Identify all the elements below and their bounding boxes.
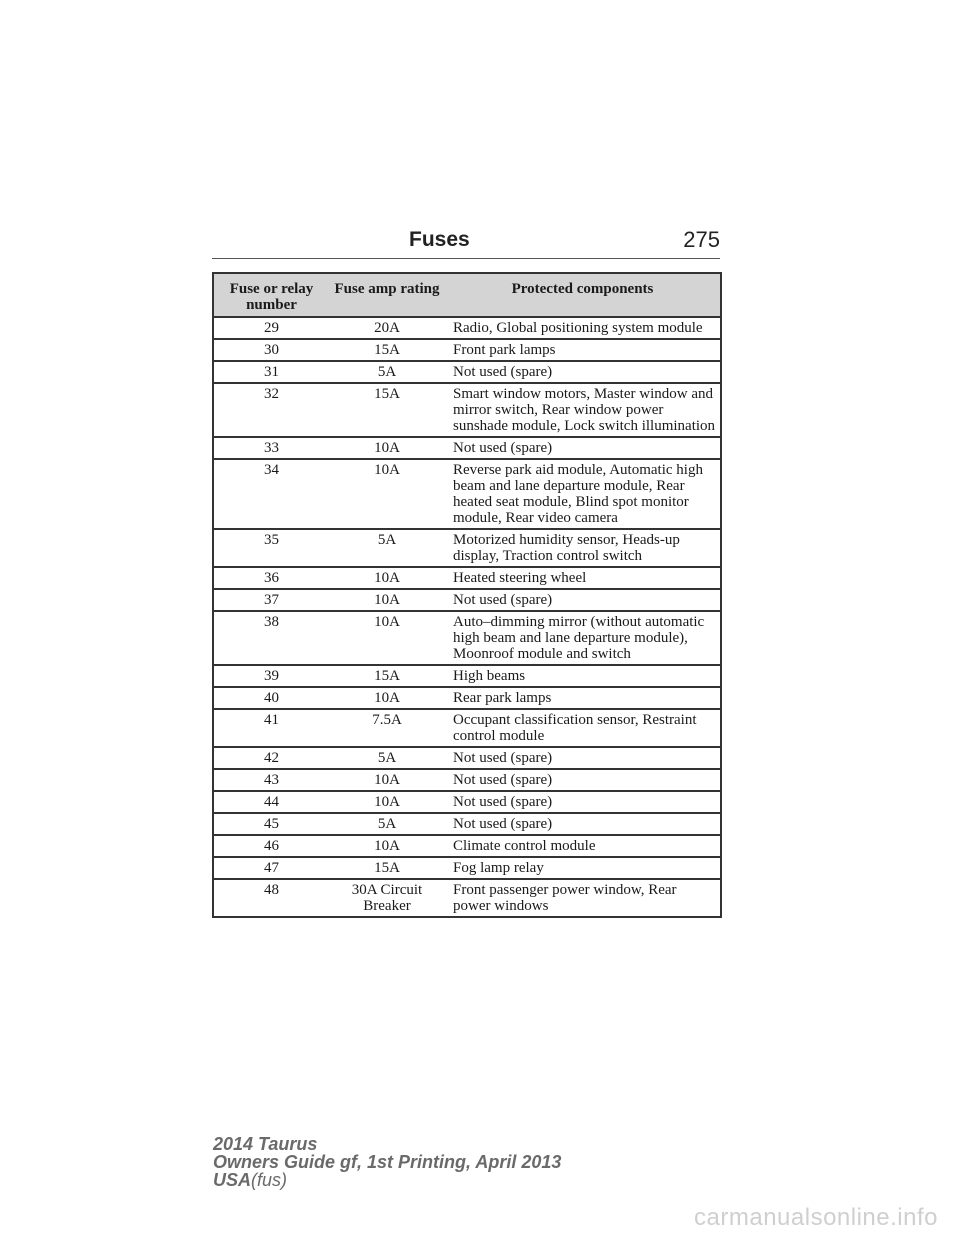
fuse-number-cell: 29 <box>213 317 329 339</box>
table-row <box>213 813 721 835</box>
fuse-table-body <box>213 317 721 917</box>
protected-components-cell: High beams <box>445 665 721 687</box>
protected-components-cell: Not used (spare) <box>445 361 721 383</box>
table-row <box>213 317 721 339</box>
amp-rating-cell: 5A <box>329 813 445 835</box>
amp-rating-cell: 15A <box>329 383 445 437</box>
amp-rating-cell: 20A <box>329 317 445 339</box>
footer-region-code: USA <box>213 1170 252 1190</box>
protected-components-cell: Climate control module <box>445 835 721 857</box>
protected-components-cell: Occupant classification sensor, Restraint control module <box>445 709 721 747</box>
amp-rating-cell: 10A <box>329 769 445 791</box>
fuse-number-cell: 30 <box>213 339 329 361</box>
page-number: 275 <box>683 227 720 252</box>
fuse-number-cell: 39 <box>213 665 329 687</box>
footer-model: 2014 Taurus <box>213 1134 318 1154</box>
protected-components-cell: Not used (spare) <box>445 437 721 459</box>
fuse-number-cell: 32 <box>213 383 329 437</box>
fuse-number-cell: 34 <box>213 459 329 529</box>
protected-components-cell: Rear park lamps <box>445 687 721 709</box>
footer-guide-info: Owners Guide gf, 1st Printing, April 2013 <box>213 1152 562 1172</box>
table-row <box>213 835 721 857</box>
table-row <box>213 361 721 383</box>
fuse-number-cell: 47 <box>213 857 329 879</box>
fuse-number-cell: 45 <box>213 813 329 835</box>
protected-components-cell: Motorized humidity sensor, Heads-up display, Traction control switch <box>445 529 721 567</box>
table-row <box>213 709 721 747</box>
protected-components-cell: Not used (spare) <box>445 747 721 769</box>
protected-components-cell: Not used (spare) <box>445 769 721 791</box>
document-footer <box>213 1135 561 1189</box>
fuse-number-cell: 31 <box>213 361 329 383</box>
amp-rating-cell: 10A <box>329 437 445 459</box>
footer-region-suffix: (fus) <box>251 1170 288 1190</box>
amp-rating-cell: 10A <box>329 459 445 529</box>
amp-rating-cell: 15A <box>329 665 445 687</box>
fuse-number-cell: 46 <box>213 835 329 857</box>
section-title: Fuses <box>409 228 470 251</box>
fuse-number-cell: 40 <box>213 687 329 709</box>
amp-rating-cell: 10A <box>329 589 445 611</box>
fuse-number-cell: 36 <box>213 567 329 589</box>
table-row <box>213 459 721 529</box>
protected-components-cell: Front park lamps <box>445 339 721 361</box>
amp-rating-cell: 15A <box>329 857 445 879</box>
fuse-number-cell: 37 <box>213 589 329 611</box>
table-row <box>213 791 721 813</box>
protected-components-cell: Auto–dimming mirror (without automatic high beam and lane departure module), Moonroof module and switch <box>445 611 721 665</box>
table-row <box>213 339 721 361</box>
page-header <box>212 224 720 259</box>
amp-rating-cell: 10A <box>329 791 445 813</box>
amp-rating-cell: 10A <box>329 567 445 589</box>
table-header-row <box>213 273 721 317</box>
protected-components-cell: Reverse park aid module, Automatic high beam and lane departure module, Rear heated seat module, Blind spot monitor module, Rear video camera <box>445 459 721 529</box>
amp-rating-cell: 10A <box>329 835 445 857</box>
protected-components-cell: Fog lamp relay <box>445 857 721 879</box>
table-row <box>213 611 721 665</box>
table-row <box>213 437 721 459</box>
fuse-number-cell: 43 <box>213 769 329 791</box>
amp-rating-cell: 5A <box>329 529 445 567</box>
table-row <box>213 687 721 709</box>
protected-components-cell: Not used (spare) <box>445 589 721 611</box>
table-row <box>213 769 721 791</box>
footer-region <box>213 1171 561 1189</box>
amp-rating-cell: 5A <box>329 747 445 769</box>
fuse-number-cell: 33 <box>213 437 329 459</box>
table-row <box>213 383 721 437</box>
amp-rating-cell: 5A <box>329 361 445 383</box>
fuse-number-cell: 38 <box>213 611 329 665</box>
fuse-number-cell: 44 <box>213 791 329 813</box>
table-row <box>213 589 721 611</box>
watermark: carmanualsonline.info <box>694 1204 938 1231</box>
fuse-number-cell: 48 <box>213 879 329 917</box>
protected-components-cell: Radio, Global positioning system module <box>445 317 721 339</box>
table-row <box>213 665 721 687</box>
column-header-fuse: Fuse or relay number <box>213 273 329 317</box>
protected-components-cell: Heated steering wheel <box>445 567 721 589</box>
table-row <box>213 747 721 769</box>
amp-rating-cell: 10A <box>329 687 445 709</box>
protected-components-cell: Not used (spare) <box>445 813 721 835</box>
fuse-table <box>212 272 722 918</box>
protected-components-cell: Smart window motors, Master window and mirror switch, Rear window power sunshade module, Lock switch illumination <box>445 383 721 437</box>
amp-rating-cell: 30A Circuit Breaker <box>329 879 445 917</box>
amp-rating-cell: 7.5A <box>329 709 445 747</box>
protected-components-cell: Not used (spare) <box>445 791 721 813</box>
fuse-number-cell: 42 <box>213 747 329 769</box>
amp-rating-cell: 15A <box>329 339 445 361</box>
fuse-number-cell: 41 <box>213 709 329 747</box>
table-row <box>213 567 721 589</box>
protected-components-cell: Front passenger power window, Rear power windows <box>445 879 721 917</box>
fuse-number-cell: 35 <box>213 529 329 567</box>
column-header-components: Protected components <box>445 273 721 317</box>
amp-rating-cell: 10A <box>329 611 445 665</box>
table-row <box>213 879 721 917</box>
table-row <box>213 529 721 567</box>
table-row <box>213 857 721 879</box>
column-header-amp: Fuse amp rating <box>329 273 445 317</box>
